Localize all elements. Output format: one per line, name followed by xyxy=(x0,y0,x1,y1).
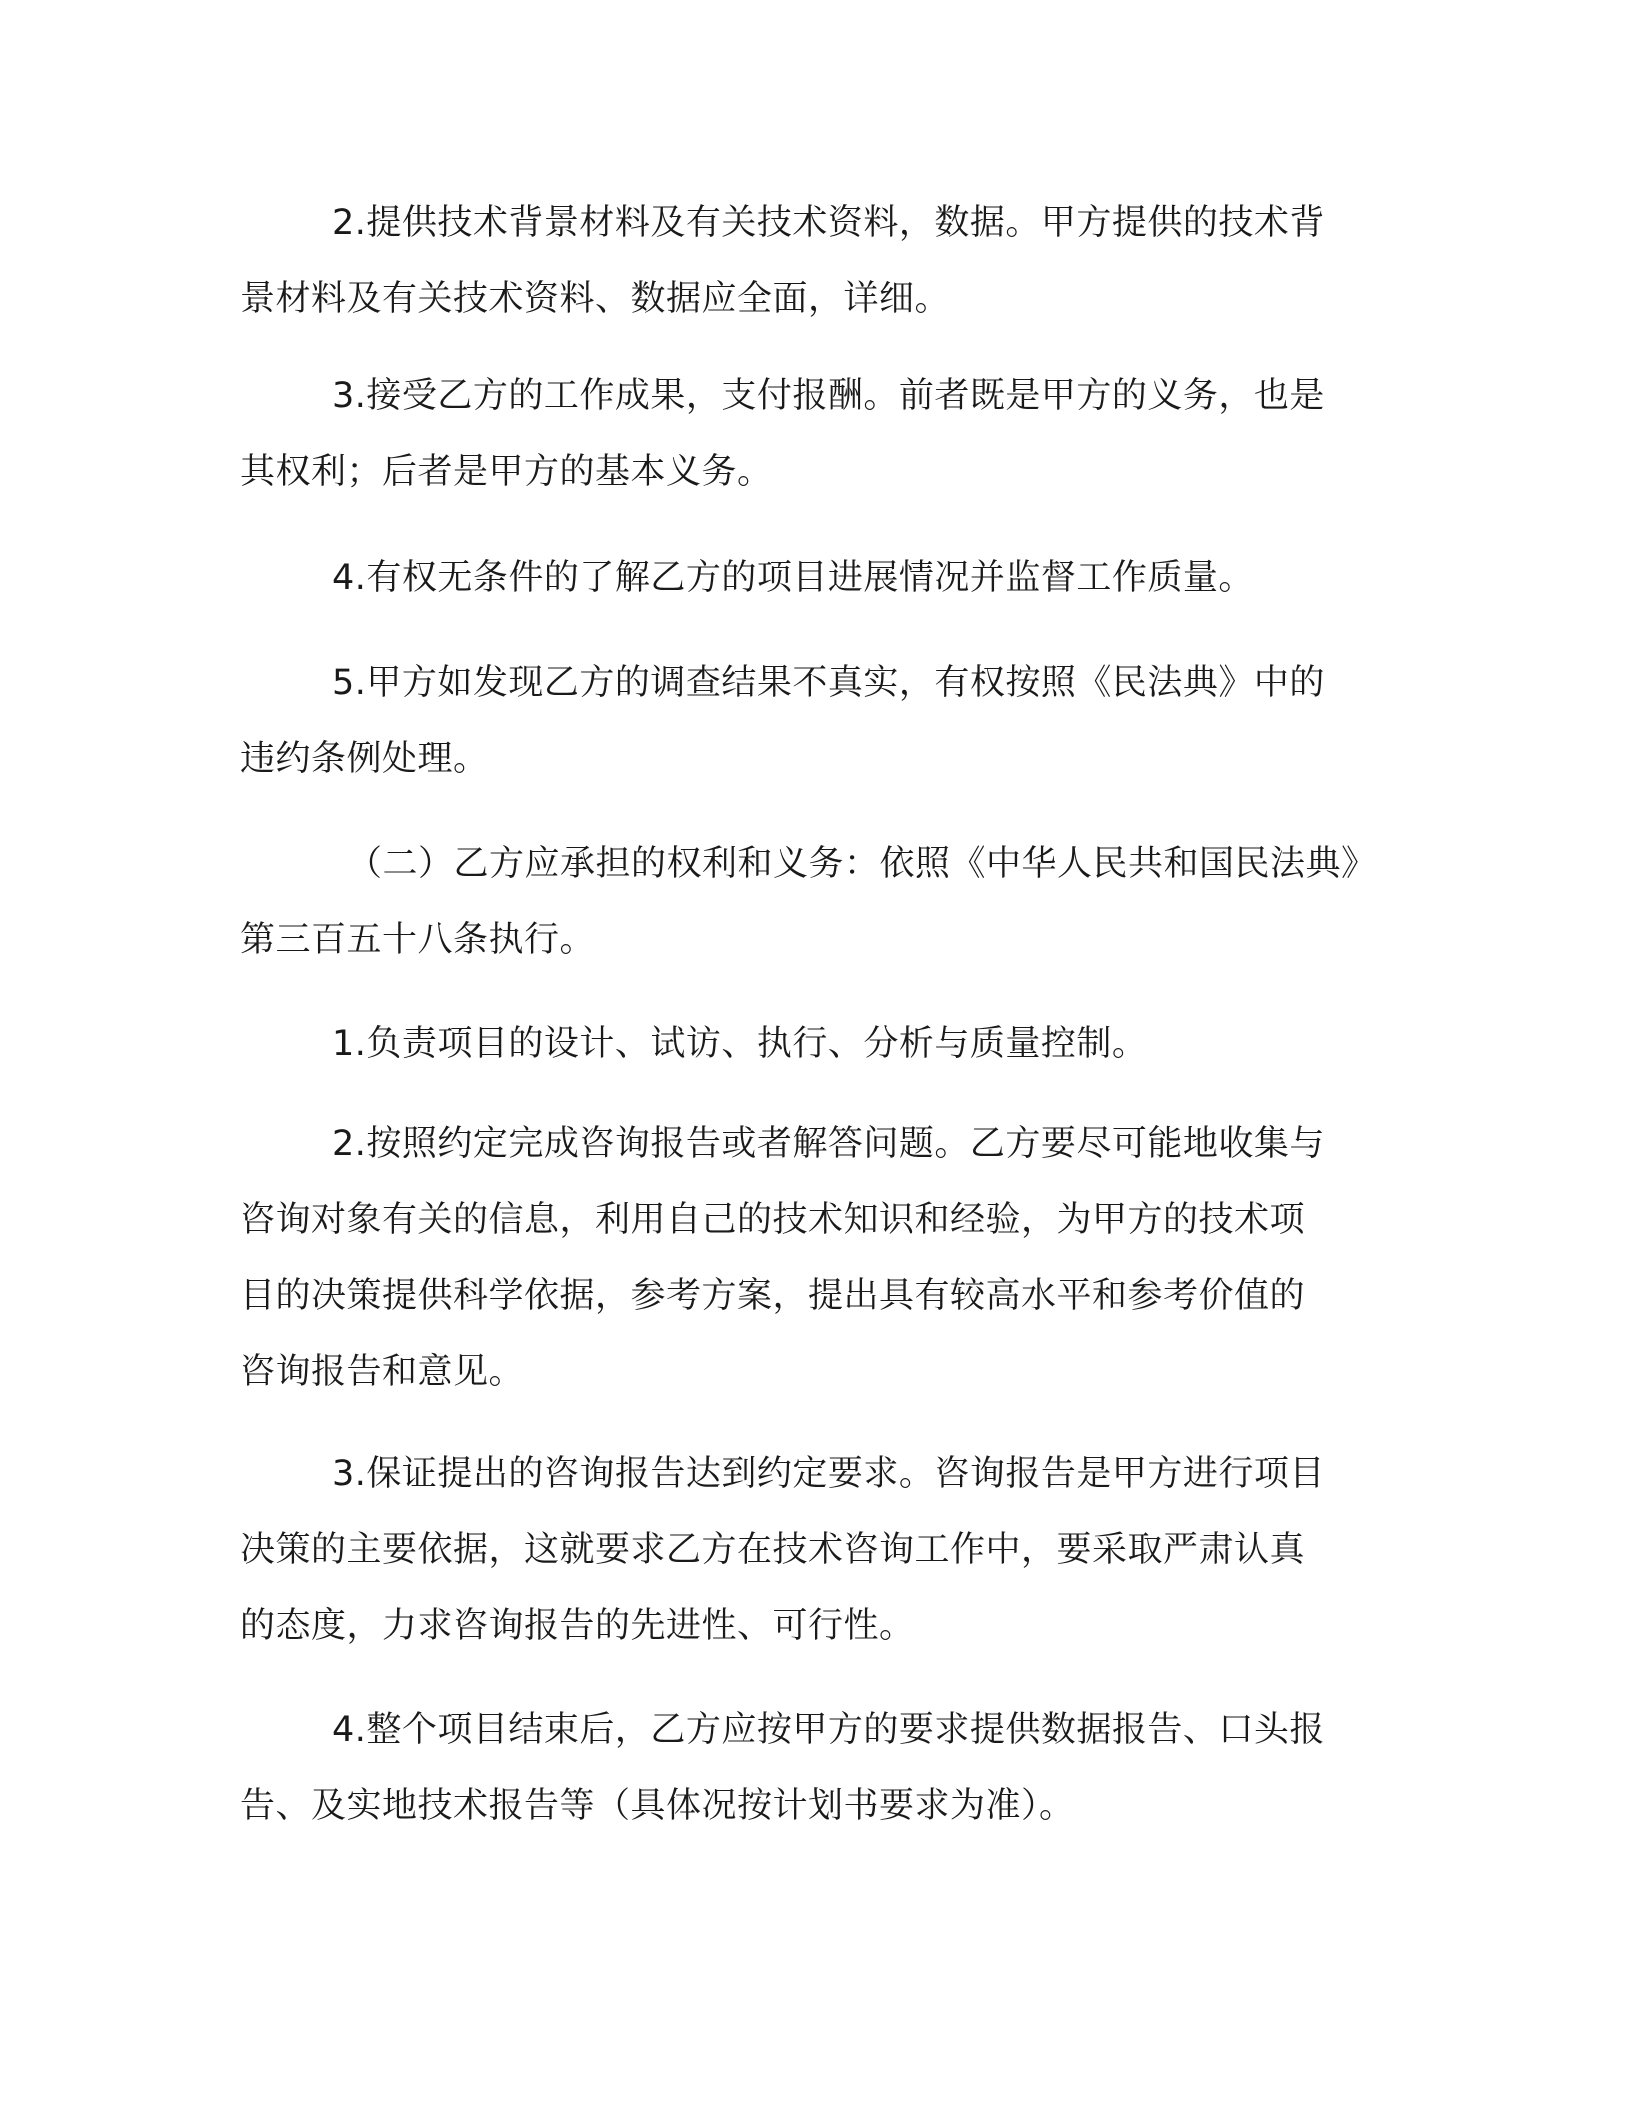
paragraph-obligation-4 xyxy=(240,540,1410,616)
section-heading-party-b xyxy=(240,826,1410,978)
text-line: 5.甲方如发现乙方的调查结果不真实，有权按照《民法典》中的 xyxy=(332,663,1325,703)
text-line: 3.保证提出的咨询报告达到约定要求。咨询报告是甲方进行项目 xyxy=(332,1454,1325,1494)
text-line: （二）乙方应承担的权利和义务：依照《中华人民共和国民法典》 xyxy=(347,844,1377,884)
paragraph-obligation-2 xyxy=(240,185,1410,337)
text-line: 3.接受乙方的工作成果，支付报酬。前者既是甲方的义务，也是 xyxy=(332,376,1325,416)
text-line: 告、及实地技术报告等（具体况按计划书要求为准）。 xyxy=(240,1786,1075,1826)
text-line: 4.整个项目结束后，乙方应按甲方的要求提供数据报告、口头报 xyxy=(332,1710,1325,1750)
text-line: 4.有权无条件的了解乙方的项目进展情况并监督工作质量。 xyxy=(332,558,1254,598)
text-line: 违约条例处理。 xyxy=(240,739,489,779)
paragraph-duty-3 xyxy=(240,1436,1410,1664)
text-line: 咨询对象有关的信息，利用自己的技术知识和经验，为甲方的技术项 xyxy=(240,1200,1306,1240)
text-line: 目的决策提供科学依据，参考方案，提出具有较高水平和参考价值的 xyxy=(240,1276,1306,1316)
paragraph-duty-4 xyxy=(240,1692,1410,1844)
paragraph-duty-2 xyxy=(240,1106,1410,1410)
text-line: 咨询报告和意见。 xyxy=(240,1352,525,1392)
text-line: 景材料及有关技术资料、数据应全面，详细。 xyxy=(240,279,951,319)
paragraph-obligation-5 xyxy=(240,645,1410,797)
text-line: 的态度，力求咨询报告的先进性、可行性。 xyxy=(240,1606,915,1646)
text-line: 1.负责项目的设计、试访、执行、分析与质量控制。 xyxy=(332,1024,1148,1064)
text-line: 2.提供技术背景材料及有关技术资料，数据。甲方提供的技术背 xyxy=(332,203,1325,243)
text-line: 决策的主要依据，这就要求乙方在技术咨询工作中，要采取严肃认真 xyxy=(240,1530,1306,1570)
text-line: 第三百五十八条执行。 xyxy=(240,920,596,960)
paragraph-duty-1 xyxy=(240,1006,1410,1082)
paragraph-obligation-3 xyxy=(240,358,1410,510)
text-line: 其权利；后者是甲方的基本义务。 xyxy=(240,452,773,492)
text-line: 2.按照约定完成咨询报告或者解答问题。乙方要尽可能地收集与 xyxy=(332,1124,1325,1164)
